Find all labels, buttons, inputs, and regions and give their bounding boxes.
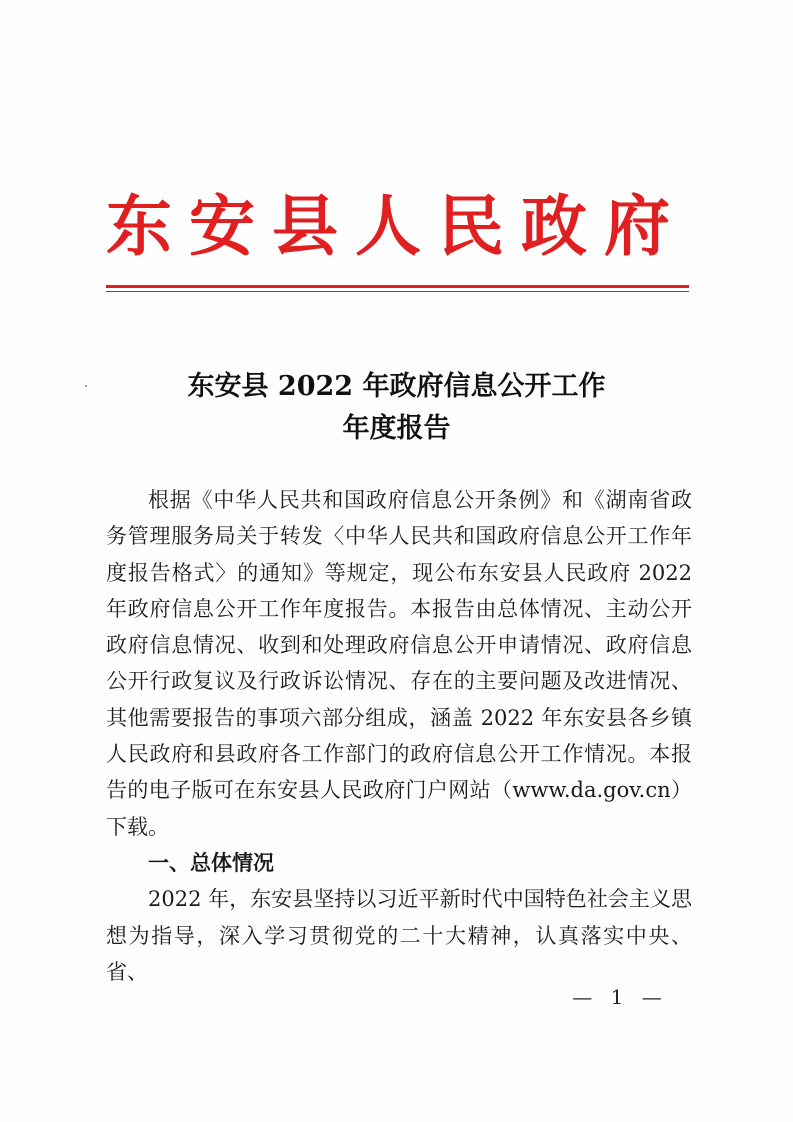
masthead-organization: 东安县人民政府 xyxy=(106,187,687,265)
document-title-line1: 东安县 2022 年政府信息公开工作 xyxy=(187,371,606,402)
document-title xyxy=(100,366,693,450)
section-heading: 一、总体情况 xyxy=(148,849,274,875)
section-paragraph: 2022 年，东安县坚持以习近平新时代中国特色社会主义思想为指导，深入学习贯彻党的二十大精神，认真落实中央、省、 xyxy=(106,887,692,984)
masthead-divider-thin xyxy=(106,291,689,292)
document-body xyxy=(106,482,692,990)
page-number: — 1 — xyxy=(572,985,668,1009)
intro-paragraph: 根据《中华人民共和国政府信息公开条例》和《湖南省政务管理服务局关于转发〈中华人民共和国政府信息公开工作年度报告格式〉的通知》等规定，现公布东安县人民政府 2022 年政府信息公开工作年度报告。本报告由总体情况、主动公开政府信息情况、收到和处理政府信息公开申请情况、政府信息公开行政复议及行政诉讼情况、存在的主要问题及改进情况、其他需要报告的事项六部分组成，涵盖 2022 年东安县各乡镇人民政府和县政府各工作部门的政府信息公开工作情况。本报告的电子版可在东安县人民政府门户网站（www.da.gov.cn）下载。 xyxy=(106,488,692,839)
masthead-divider-thick xyxy=(106,285,689,288)
document-title-line2: 年度报告 xyxy=(342,413,451,444)
scan-speck xyxy=(85,385,87,387)
